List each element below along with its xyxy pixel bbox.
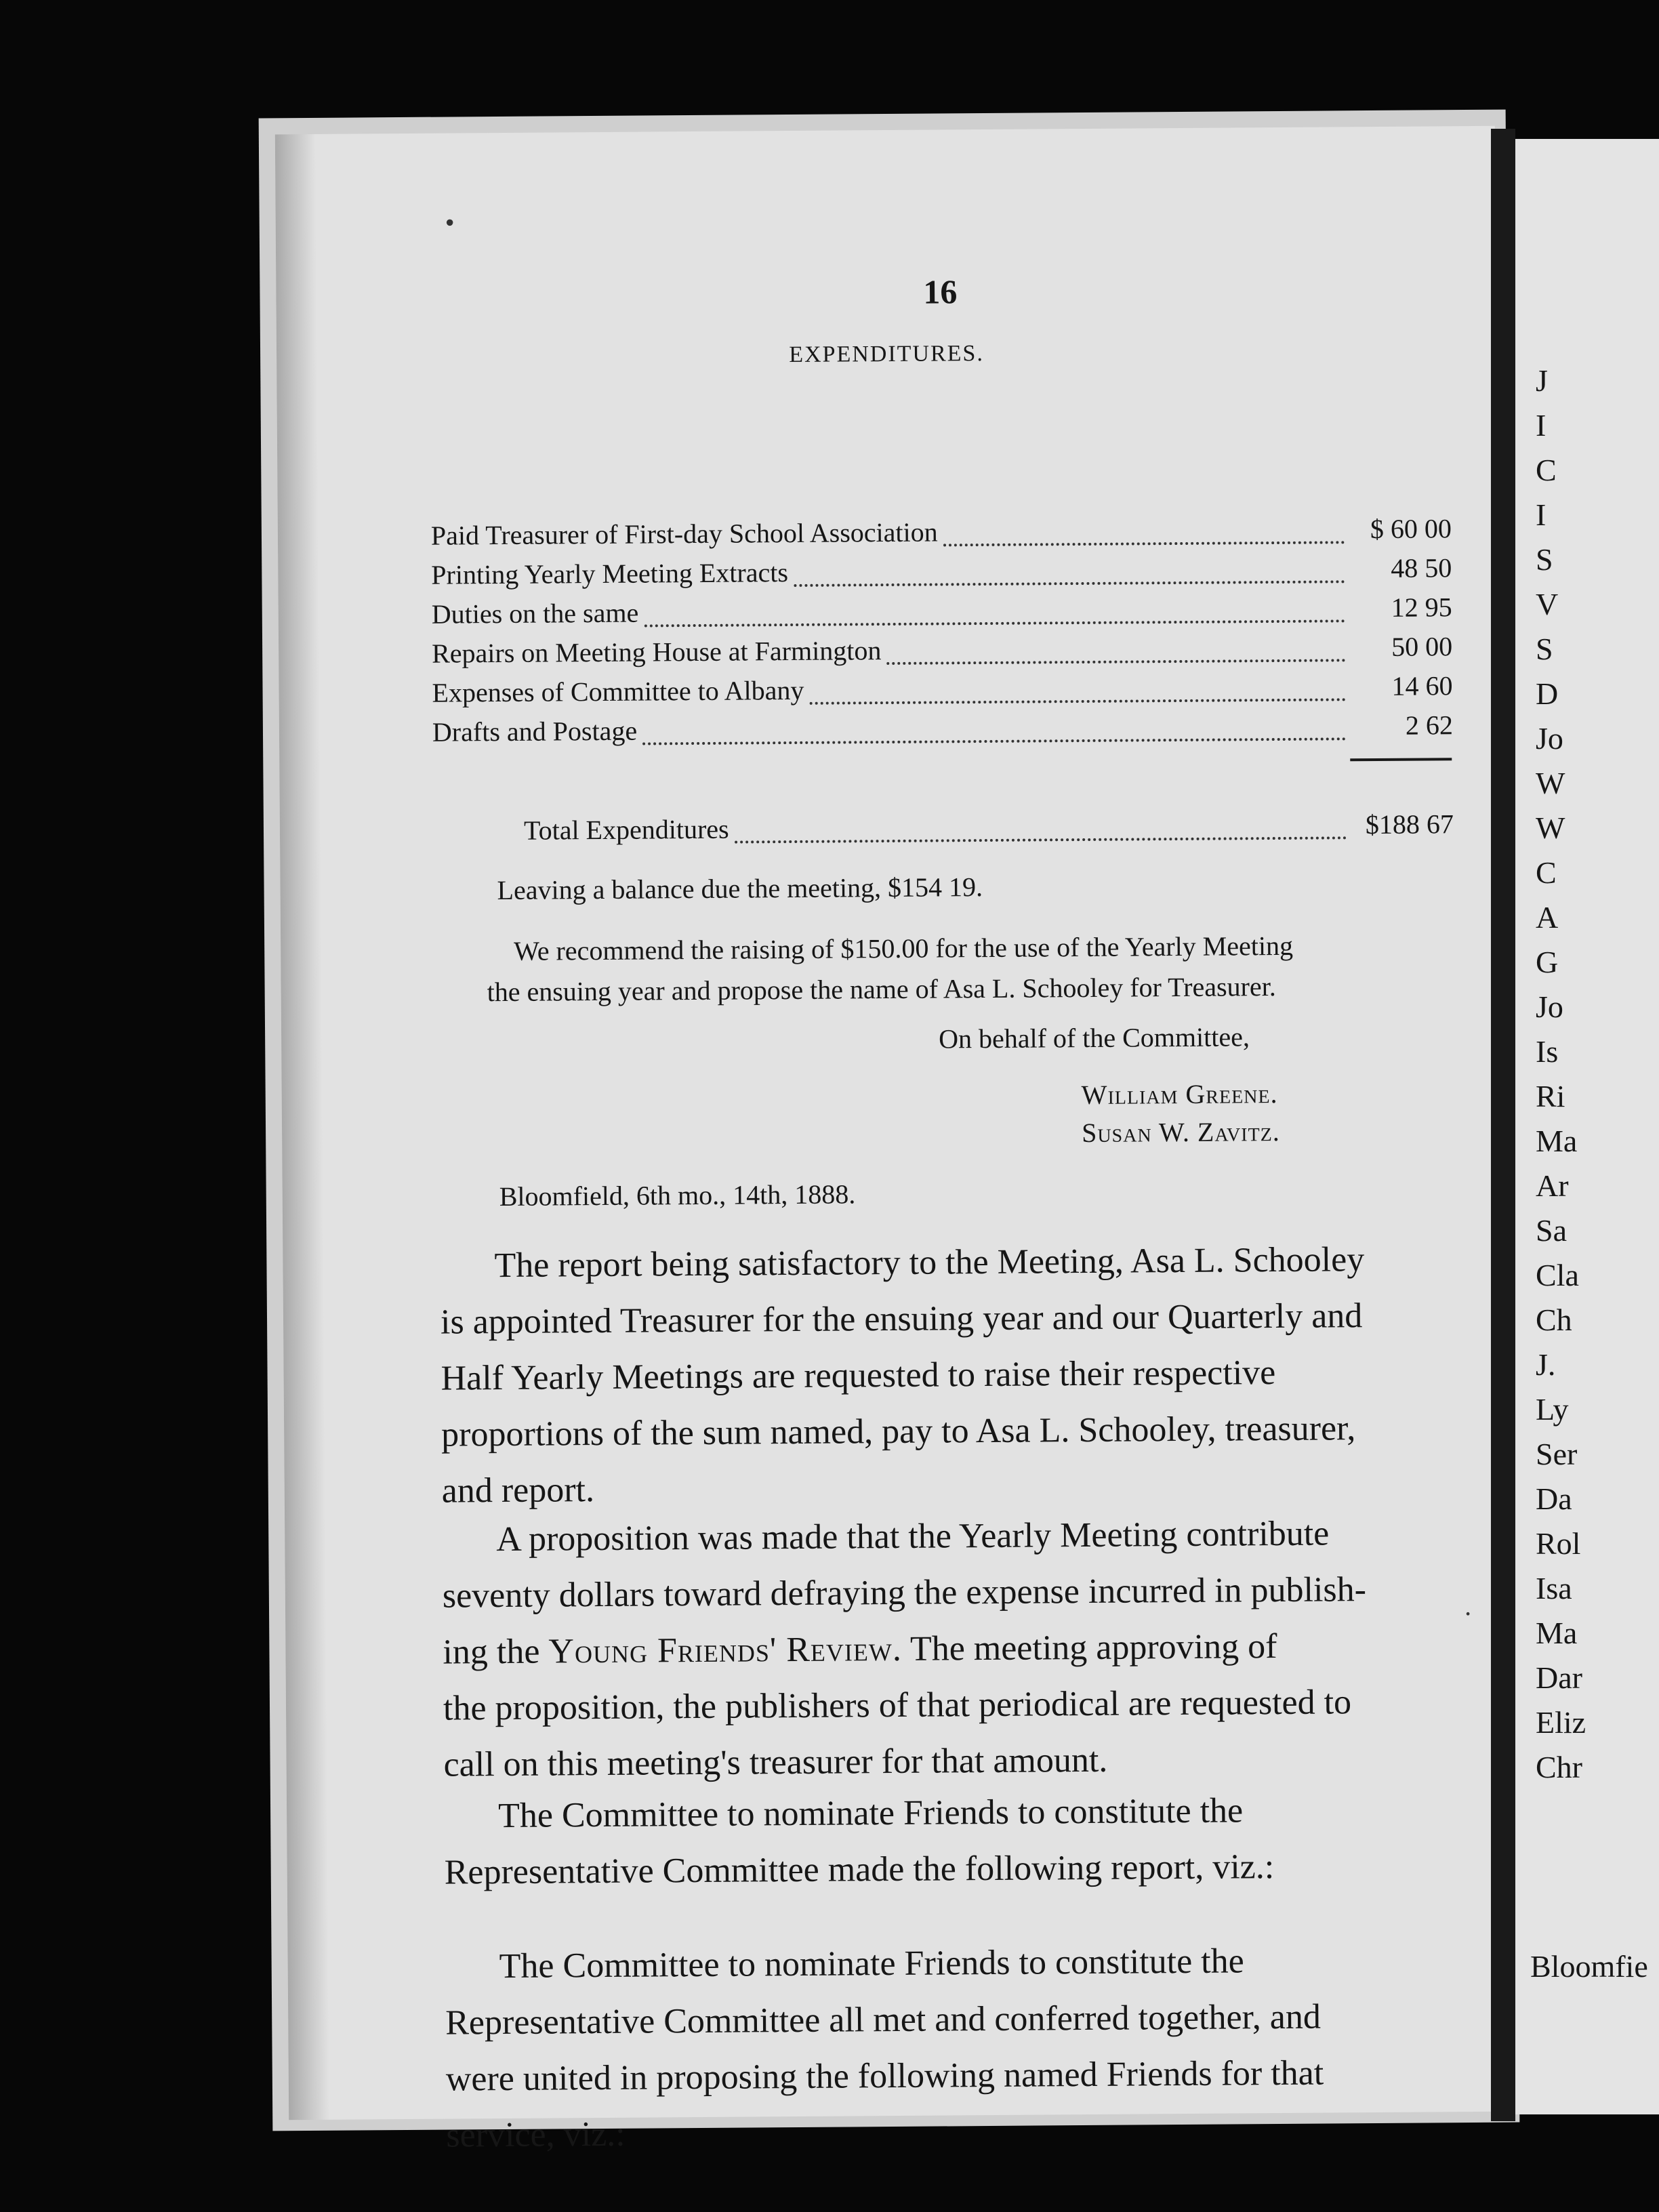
paragraph-line: service, viz.: bbox=[446, 2114, 626, 2155]
dot-leader bbox=[943, 523, 1345, 546]
on-behalf-line: On behalf of the Committee, bbox=[938, 1021, 1250, 1054]
facing-page-line: C bbox=[1536, 453, 1557, 487]
paragraph-line: Representative Committee made the following report, viz.: bbox=[444, 1847, 1275, 1892]
facing-page-line: Jo bbox=[1536, 721, 1563, 756]
expenditure-amount: 14 60 bbox=[1391, 670, 1453, 701]
paragraph-line: The Committee to nominate Friends to constitute the bbox=[499, 1942, 1244, 1986]
dot-leader bbox=[644, 602, 1345, 627]
facing-page-line: W bbox=[1536, 766, 1565, 800]
dot-leader bbox=[735, 819, 1347, 843]
facing-page-line: I bbox=[1536, 497, 1547, 532]
ink-speck: . bbox=[1464, 1591, 1472, 1622]
facing-page-line: Isa bbox=[1536, 1571, 1572, 1605]
expenditure-amount: 2 62 bbox=[1405, 710, 1454, 741]
periodical-title: Young Friends' Review. bbox=[548, 1629, 903, 1671]
facing-page-line: Bloomfie bbox=[1530, 1949, 1648, 1984]
total-row bbox=[524, 808, 1454, 855]
recommendation-line: the ensuing year and propose the name of Asa L. Schooley for Treasurer. bbox=[487, 971, 1276, 1008]
committee-proposal-paragraph bbox=[445, 1931, 1460, 2163]
total-amount: $188 67 bbox=[1365, 808, 1454, 840]
paragraph-line: A proposition was made that the Yearly Meeting contribute bbox=[496, 1514, 1330, 1559]
ink-speck: • bbox=[445, 207, 455, 238]
paragraph-line: the proposition, the publishers of that periodical are requested to bbox=[443, 1683, 1352, 1728]
paragraph-line: call on this meeting's treasurer for that amount. bbox=[443, 1740, 1108, 1784]
facing-page-fragment bbox=[1515, 139, 1659, 2114]
facing-page-line: Ma bbox=[1536, 1616, 1578, 1650]
dot-leader bbox=[794, 562, 1345, 587]
facing-page-line: Rol bbox=[1536, 1526, 1581, 1561]
paragraph-line: seventy dollars toward defraying the expense incurred in publish- bbox=[442, 1570, 1367, 1616]
facing-page-line: G bbox=[1536, 945, 1559, 979]
expenditure-amount: 50 00 bbox=[1391, 631, 1453, 662]
proposition-paragraph bbox=[442, 1504, 1458, 1793]
facing-page-line: Ch bbox=[1536, 1303, 1572, 1337]
paragraph-line: proportions of the sum named, pay to Asa L. Schooley, treasurer, bbox=[441, 1409, 1356, 1454]
expenditure-label: Printing Yearly Meeting Extracts bbox=[431, 557, 789, 590]
paragraph-line: Half Yearly Meetings are requested to raise their respective bbox=[441, 1353, 1276, 1398]
facing-page-line: Ar bbox=[1536, 1168, 1569, 1203]
report-paragraph bbox=[440, 1231, 1456, 1519]
signature-name: William Greene. bbox=[1081, 1078, 1278, 1111]
expenditure-label: Repairs on Meeting House at Farmington bbox=[431, 635, 882, 669]
signature-name: Susan W. Zavitz. bbox=[1081, 1116, 1280, 1149]
facing-page-line: A bbox=[1536, 900, 1559, 935]
text-segment: ing the bbox=[443, 1632, 549, 1672]
dot-leader bbox=[886, 641, 1345, 665]
text-segment: The meeting approving of bbox=[901, 1627, 1277, 1668]
recommendation bbox=[487, 924, 1456, 1012]
paragraph-line: Representative Committee all met and conferred together, and bbox=[445, 1997, 1322, 2043]
total-rule bbox=[1350, 758, 1452, 761]
paragraph-line: were united in proposing the following named Friends for that bbox=[445, 2053, 1324, 2099]
place-date-line: Bloomfield, 6th mo., 14th, 1888. bbox=[499, 1179, 856, 1212]
facing-page-line: Sa bbox=[1536, 1213, 1567, 1248]
facing-page-line: Ser bbox=[1536, 1437, 1578, 1471]
facing-page-line: V bbox=[1536, 587, 1559, 621]
committee-report-paragraph bbox=[444, 1781, 1458, 1900]
expenditure-amount: 12 95 bbox=[1391, 592, 1452, 623]
book-page bbox=[275, 126, 1509, 2155]
facing-page-line: Da bbox=[1536, 1481, 1572, 1516]
facing-page-line: Jo bbox=[1536, 989, 1563, 1024]
paragraph-line: The report being satisfactory to the Meeting, Asa L. Schooley bbox=[494, 1240, 1365, 1286]
facing-page-line: Eliz bbox=[1536, 1705, 1586, 1740]
paragraph-line: is appointed Treasurer for the ensuing year and our Quarterly and bbox=[440, 1296, 1363, 1342]
dot-leader bbox=[809, 680, 1345, 705]
paragraph-line bbox=[443, 1617, 1457, 1680]
expenditure-label: Paid Treasurer of First-day School Association bbox=[430, 516, 938, 551]
paragraph-line: and report. bbox=[441, 1471, 595, 1511]
facing-page-line: S bbox=[1536, 632, 1553, 666]
expenditure-amount: $ 60 00 bbox=[1370, 513, 1452, 545]
facing-page-line: C bbox=[1536, 855, 1557, 890]
facing-page-line: Ri bbox=[1536, 1079, 1565, 1113]
facing-page-line: Cla bbox=[1536, 1258, 1579, 1292]
total-label: Total Expenditures bbox=[523, 813, 729, 846]
facing-page-line: Chr bbox=[1536, 1750, 1582, 1784]
facing-page-line: Is bbox=[1536, 1034, 1559, 1069]
expenditure-amount: 48 50 bbox=[1391, 552, 1452, 583]
expenditures-heading: EXPENDITURES. bbox=[789, 341, 985, 368]
book-gutter bbox=[1491, 129, 1515, 2121]
facing-page-line: W bbox=[1536, 811, 1565, 845]
facing-page-line: Dar bbox=[1536, 1660, 1582, 1695]
facing-page-line: J. bbox=[1536, 1347, 1556, 1382]
expenditure-label: Duties on the same bbox=[431, 597, 639, 630]
facing-page-line: Ma bbox=[1536, 1124, 1578, 1158]
recommendation-line: We recommend the raising of $150.00 for the use of the Yearly Meeting bbox=[514, 930, 1294, 966]
paragraph-line: The Committee to nominate Friends to constitute the bbox=[497, 1791, 1244, 1836]
expenditure-row bbox=[432, 709, 1453, 757]
facing-page-line: D bbox=[1536, 676, 1559, 711]
expenditure-label: Expenses of Committee to Albany bbox=[432, 674, 804, 708]
balance-line: Leaving a balance due the meeting, $154 19. bbox=[497, 872, 983, 906]
facing-page-line: Ly bbox=[1536, 1392, 1569, 1427]
page-content bbox=[275, 126, 1509, 2155]
facing-page-line: S bbox=[1536, 542, 1553, 577]
page-number: 16 bbox=[923, 272, 958, 311]
dot-leader bbox=[642, 720, 1346, 745]
expenditure-label: Drafts and Postage bbox=[432, 715, 638, 747]
facing-page-line: I bbox=[1536, 408, 1547, 443]
facing-page-line: J bbox=[1536, 363, 1548, 398]
